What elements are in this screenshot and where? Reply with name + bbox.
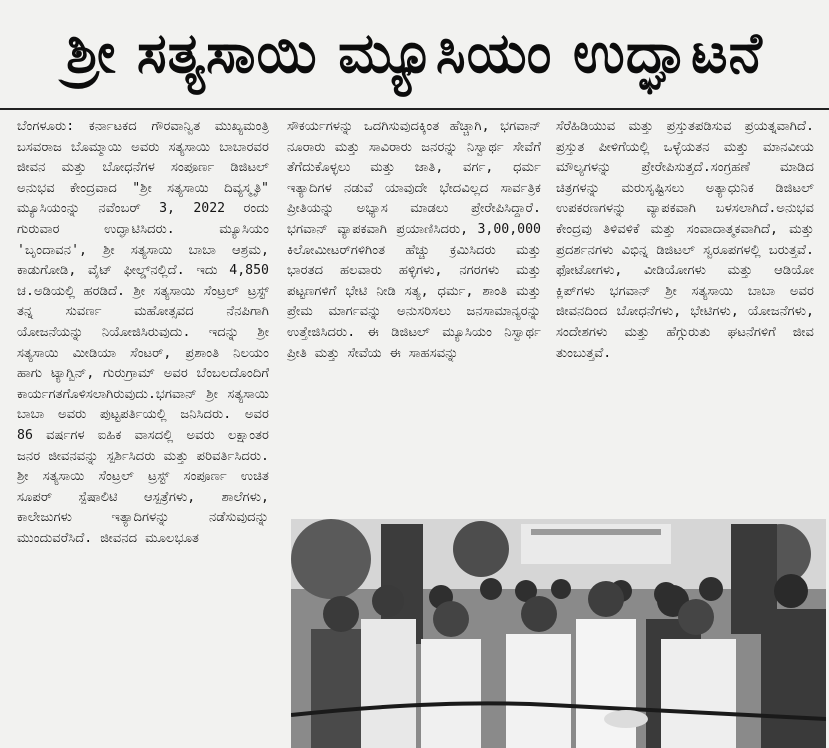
article-column-2	[287, 117, 541, 509]
article-column-3	[556, 117, 814, 509]
inauguration-photo	[291, 519, 826, 748]
article-column-1	[17, 117, 269, 745]
article-text-column-1: ಬೆಂಗಳೂರು: ಕರ್ನಾಟಕದ ಗೌರವಾನ್ವಿತ ಮುಖ್ಯಮಂತ್ರಿ ಬಸವರಾಜ ಬೊಮ್ಮಾಯಿ ಅವರು ಸತ್ಯಸಾಯಿ ಬಾಬಾರವರ ಜೀವನ ಮತ್ತು ಬೋಧನೆಗಳ ಸಂಪೂರ್ಣ ಡಿಜಿಟಲ್ ಅನುಭವ ಕೇಂದ್ರವಾದ "ಶ್ರೀ ಸತ್ಯಸಾಯಿ ದಿವ್ಯಸ್ಮೃತಿ" ಮ್ಯೂಸಿಯಂನ್ನು ನವೆಂಬರ್ 3, 2022 ರಂದು ಗುರುವಾರ ಉದ್ಘಾಟಿಸಿದರು. ಮ್ಯೂಸಿಯಂ 'ಬೃಂದಾವನ', ಶ್ರೀ ಸತ್ಯಸಾಯಿ ಬಾಬಾ ಆಶ್ರಮ, ಕಾಡುಗೋಡಿ, ವೈಟ್ ಫೀಲ್ಡ್‌ನಲ್ಲಿದೆ. ಇದು 4,850 ಚ.ಅಡಿಯಲ್ಲಿ ಹರಡಿದೆ. ಶ್ರೀ ಸತ್ಯಸಾಯಿ ಸೆಂಟ್ರಲ್ ಟ್ರಸ್ಟ್ ತನ್ನ ಸುವರ್ಣ ಮಹೋತ್ಸವದ ನೆನಪಿಗಾಗಿ ಯೋಜನೆಯನ್ನು ನಿಯೋಜಿಸಿರುವುದು. ಇದನ್ನು ಶ್ರೀ ಸತ್ಯಸಾಯಿ ಮೀಡಿಯಾ ಸೆಂಟರ್, ಪ್ರಶಾಂತಿ ನಿಲಯಂ ಹಾಗು ಟ್ಯಾಗ್ಬಿನ್, ಗುರುಗ್ರಾಮ್ ಅವರ ಬೆಂಬಲದೊಂದಿಗೆ ಕಾರ್ಯಗತಗೊಳಿಸಲಾಗಿರುವುದು.ಭಗವಾನ್ ಶ್ರೀ ಸತ್ಯಸಾಯಿ ಬಾಬಾ ಅವರು ಪುಟ್ಟಪರ್ತಿಯಲ್ಲಿ ಜನಿಸಿದರು. ಅವರ 86 ವರ್ಷಗಳ ಐಹಿಕ ವಾಸದಲ್ಲಿ ಅವರು ಲಕ್ಷಾಂತರ ಜನರ ಜೀವನವನ್ನು ಸ್ಪರ್ಶಿಸಿದರು ಮತ್ತು ಪರಿವರ್ತಿಸಿದರು. ಶ್ರೀ ಸತ್ಯಸಾಯಿ ಸೆಂಟ್ರಲ್ ಟ್ರಸ್ಟ್ ಸಂಪೂರ್ಣ ಉಚಿತ ಸೂಪರ್ ಸ್ಪೆಷಾಲಿಟಿ ಆಸ್ಪತ್ರೆಗಳು, ಶಾಲೆಗಳು, ಕಾಲೇಜುಗಳು ಇತ್ಯಾದಿಗಳನ್ನು ನಡೆಸುವುದನ್ನು ಮುಂದುವರೆಸಿದೆ. ಜೀವನದ ಮೂಲಭೂತ	[17, 119, 269, 546]
headline-rule	[0, 108, 829, 110]
article-text-column-3: ಸೆರೆಹಿಡಿಯುವ ಮತ್ತು ಪ್ರಸ್ತುತಪಡಿಸುವ ಪ್ರಯತ್ನವಾಗಿದೆ. ಪ್ರಸ್ತುತ ಪೀಳಿಗೆಯಲ್ಲಿ ಒಳ್ಳೆಯತನ ಮತ್ತು ಮಾನವೀಯ ಮೌಲ್ಯಗಳನ್ನು ಪ್ರೇರೇಪಿಸುತ್ತದೆ.ಸಂಗ್ರಹಣೆ ಮಾಡಿದ ಚಿತ್ರಗಳನ್ನು ಮರುಸೃಷ್ಟಿಸಲು ಅತ್ಯಾಧುನಿಕ ಡಿಜಿಟಲ್ ಉಪಕರಣಗಳನ್ನು ವ್ಯಾಪಕವಾಗಿ ಬಳಸಲಾಗಿದೆ.ಅನುಭವ ಕೇಂದ್ರವು ತಿಳಿವಳಿಕೆ ಮತ್ತು ಸಂವಾದಾತ್ಮಕವಾಗಿದೆ, ಮತ್ತು ಪ್ರದರ್ಶನಗಳು ವಿಭಿನ್ನ ಡಿಜಿಟಲ್ ಸ್ವರೂಪಗಳಲ್ಲಿ ಬರುತ್ತವೆ. ಫೋಟೋಗಳು, ವೀಡಿಯೋಗಳು ಮತ್ತು ಆಡಿಯೋ ಕ್ಲಿಪ್‌ಗಳು ಭಗವಾನ್ ಶ್ರೀ ಸತ್ಯಸಾಯಿ ಬಾಬಾ ಅವರ ಜೀವನದಿಂದ ಬೋಧನೆಗಳು, ಭೇಟಿಗಳು, ಯೋಜನೆಗಳು, ಸಂದೇಶಗಳು ಮತ್ತು ಹೆಗ್ಗುರುತು ಘಟನೆಗಳಿಗೆ ಜೀವ ತುಂಬುತ್ತವೆ.	[556, 119, 814, 361]
article-text-column-2: ಸೌಕರ್ಯಗಳನ್ನು ಒದಗಿಸುವುದಕ್ಕಿಂತ ಹೆಚ್ಚಾಗಿ, ಭಗವಾನ್ ನೂರಾರು ಮತ್ತು ಸಾವಿರಾರು ಜನರನ್ನು ನಿಸ್ವಾರ್ಥ ಸೇವೆಗೆ ತೆಗೆದುಕೊಳ್ಳಲು ಮತ್ತು ಜಾತಿ, ವರ್ಗ, ಧರ್ಮ ಇತ್ಯಾದಿಗಳ ನಡುವೆ ಯಾವುದೇ ಭೇದವಿಲ್ಲದ ಸಾರ್ವತ್ರಿಕ ಪ್ರೀತಿಯನ್ನು ಅಭ್ಯಾಸ ಮಾಡಲು ಪ್ರೇರೇಪಿಸಿದ್ದಾರೆ. ಭಗವಾನ್ ವ್ಯಾಪಕವಾಗಿ ಪ್ರಯಾಣಿಸಿದರು, 3,00,000 ಕಿಲೋಮೀಟರ್‌ಗಳಿಗಿಂತ ಹೆಚ್ಚು ಕ್ರಮಿಸಿದರು ಮತ್ತು ಭಾರತದ ಹಲವಾರು ಹಳ್ಳಿಗಳು, ನಗರಗಳು ಮತ್ತು ಪಟ್ಟಣಗಳಿಗೆ ಭೇಟಿ ನೀಡಿ ಸತ್ಯ, ಧರ್ಮ, ಶಾಂತಿ ಮತ್ತು ಪ್ರೇಮ ಮಾರ್ಗವನ್ನು ಅನುಸರಿಸಲು ಜನಸಾಮಾನ್ಯರನ್ನು ಉತ್ತೇಜಿಸಿದರು. ಈ ಡಿಜಿಟಲ್ ಮ್ಯೂಸಿಯಂ ನಿಸ್ವಾರ್ಥ ಪ್ರೀತಿ ಮತ್ತು ಸೇವೆಯ ಈ ಸಾಹಸವನ್ನು	[287, 119, 541, 361]
headline: ಶ್ರೀ ಸತ್ಯಸಾಯಿ ಮ್ಯೂಸಿಯಂ ಉದ್ಘಾಟನೆ	[66, 21, 763, 86]
